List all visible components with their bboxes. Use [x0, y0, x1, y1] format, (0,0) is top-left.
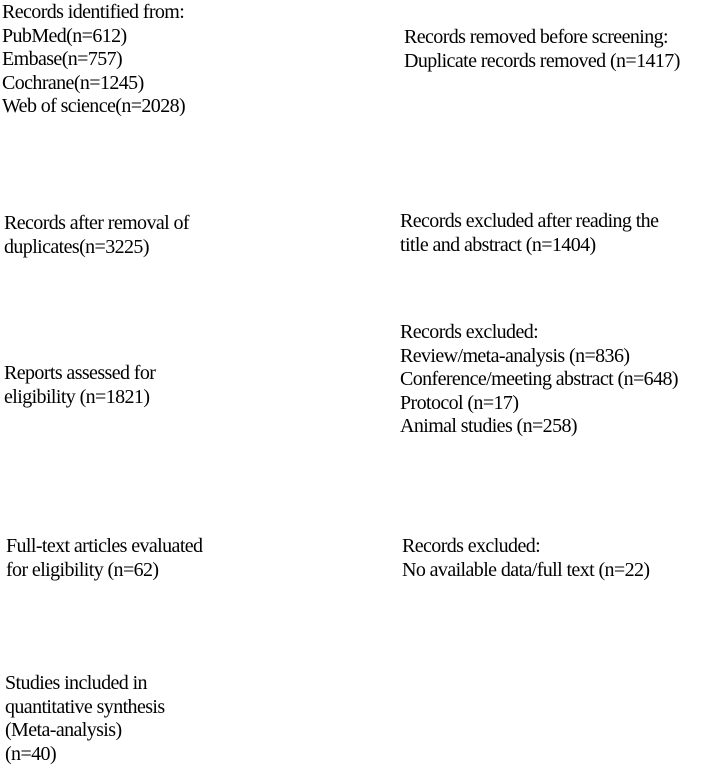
cochrane-count: Cochrane(n=1245)	[2, 71, 144, 94]
reports-assessed-box	[4, 362, 155, 409]
studies-included-count: (n=40)	[5, 742, 56, 765]
excluded-no-data-count: No available data/full text (n=22)	[402, 558, 650, 581]
studies-included-line-2: quantitative synthesis	[5, 695, 165, 718]
excluded-no-data-box	[402, 535, 649, 582]
studies-included-box	[5, 672, 165, 766]
records-identified-heading: Records identified from:	[2, 1, 185, 23]
excluded-animal-count: Animal studies (n=258)	[400, 415, 577, 437]
duplicates-removed-count: Duplicate records removed (n=1417)	[404, 49, 680, 72]
embase-count: Embase(n=757)	[2, 48, 123, 70]
records-removed-heading: Records removed before screening:	[404, 26, 668, 48]
records-identified-box	[2, 1, 185, 119]
records-after-duplicates-box	[4, 212, 189, 259]
excluded-title-abstract-line-2: title and abstract (n=1404)	[400, 233, 596, 256]
reports-assessed-line-1: Reports assessed for	[4, 362, 156, 384]
excluded-no-data-heading: Records excluded:	[402, 535, 541, 557]
excluded-review-count: Review/meta-analysis (n=836)	[400, 344, 630, 367]
studies-included-line-3: (Meta-analysis)	[5, 719, 122, 741]
pubmed-count: PubMed(n=612)	[2, 24, 127, 47]
excluded-protocol-count: Protocol (n=17)	[400, 391, 519, 414]
excluded-title-abstract-box	[400, 210, 658, 257]
fulltext-evaluated-line-2: for eligibility (n=62)	[6, 558, 159, 581]
records-after-duplicates-line-1: Records after removal of	[4, 212, 189, 234]
web-of-science-count: Web of science(n=2028)	[2, 95, 186, 117]
excluded-types-box	[400, 321, 678, 439]
excluded-conference-count: Conference/meeting abstract (n=648)	[400, 368, 678, 390]
reports-assessed-line-2: eligibility (n=1821)	[4, 385, 150, 408]
excluded-title-abstract-line-1: Records excluded after reading the	[400, 210, 659, 232]
studies-included-line-1: Studies included in	[5, 672, 147, 694]
records-after-duplicates-line-2: duplicates(n=3225)	[4, 235, 149, 258]
records-removed-box	[404, 26, 680, 73]
excluded-types-heading: Records excluded:	[400, 321, 539, 343]
fulltext-evaluated-line-1: Full-text articles evaluated	[6, 535, 203, 557]
fulltext-evaluated-box	[6, 535, 202, 582]
